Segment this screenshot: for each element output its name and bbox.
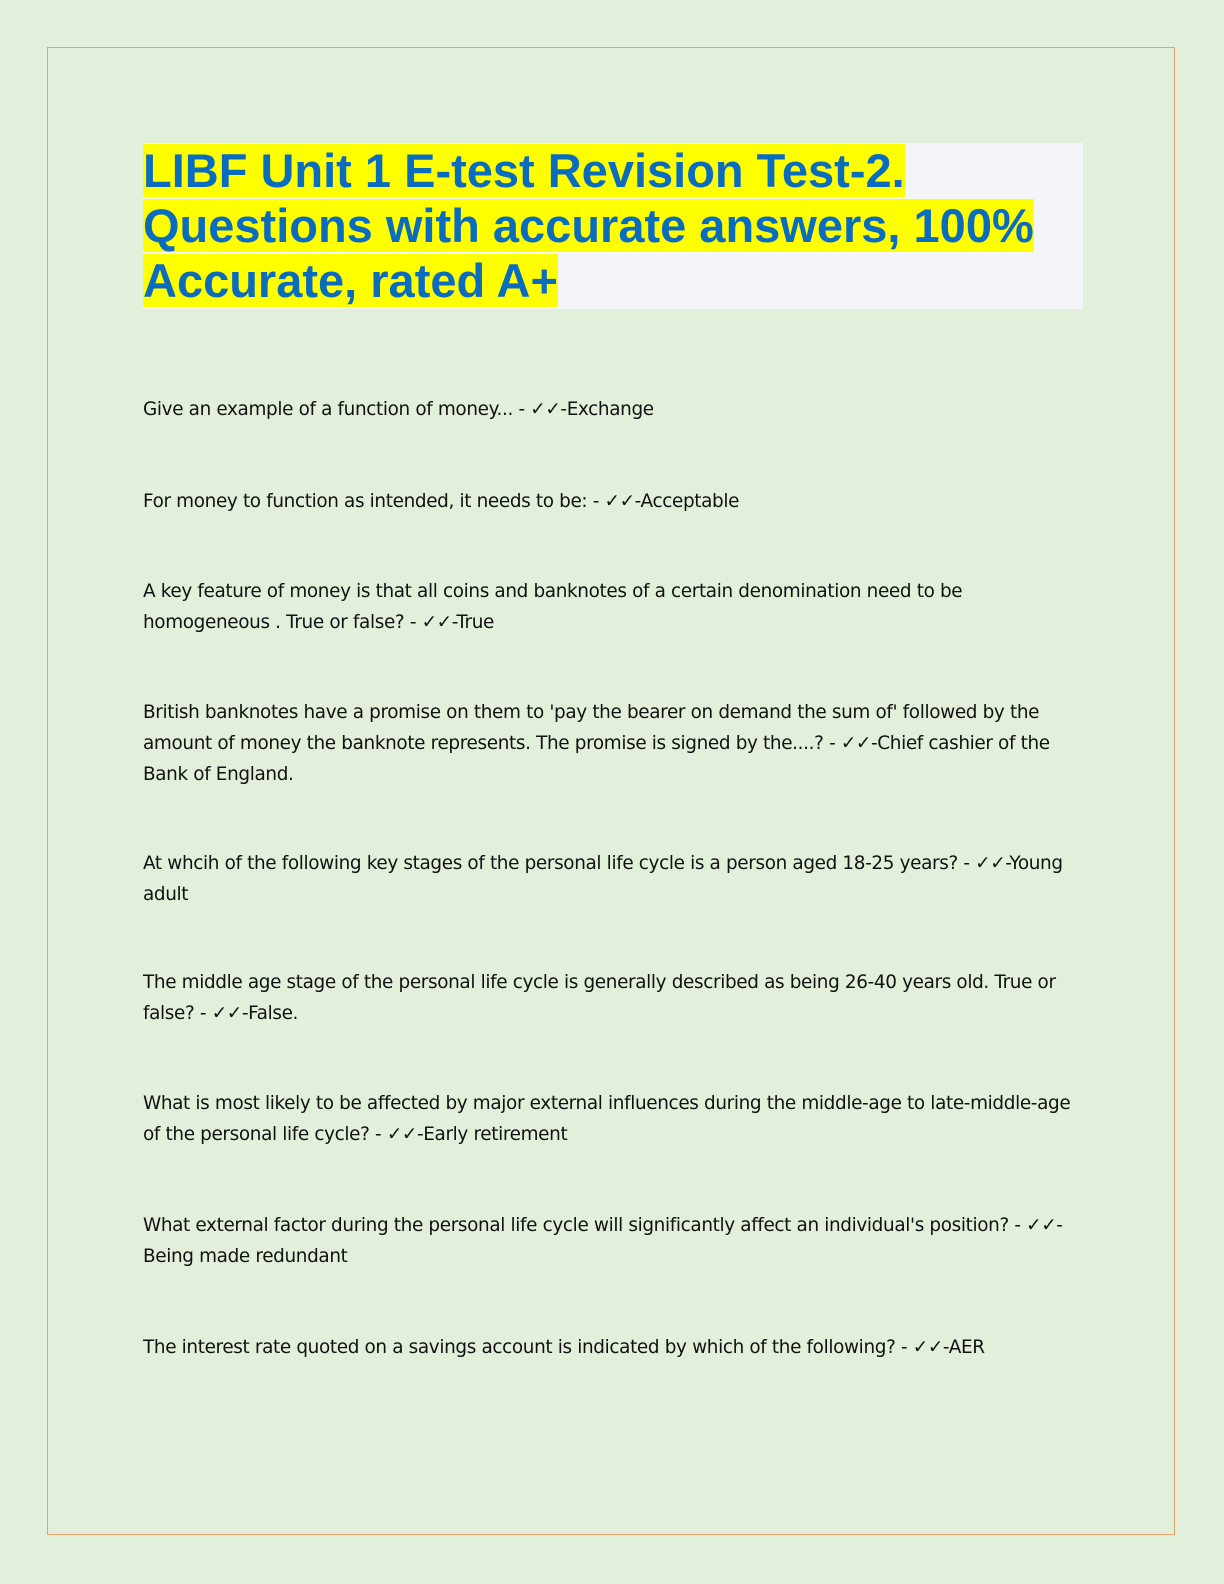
title-line: LIBF Unit 1 E-test Revision Test-2. <box>143 144 905 197</box>
double-check-icon: ✓✓ <box>912 1337 943 1358</box>
answer-text: -False. <box>241 1003 299 1024</box>
double-check-icon: ✓✓ <box>211 1003 242 1024</box>
qa-item <box>143 394 1083 425</box>
answer-text: -Exchange <box>560 399 654 420</box>
question-text: The interest rate quoted on a savings account is indicated by which of the following? - <box>143 1337 913 1358</box>
qa-item <box>143 697 1083 790</box>
double-check-icon: ✓✓ <box>530 399 561 420</box>
qa-item <box>143 1088 1083 1150</box>
double-check-icon: ✓✓ <box>1026 1215 1057 1236</box>
answer-text: -Being made redundant <box>143 1215 1063 1267</box>
question-text: What is most likely to be affected by major external influences during the middle-age to late-middle-age of the personal life cycle? - <box>143 1093 1071 1145</box>
title-line: Accurate, rated A+ <box>143 254 558 307</box>
title-line: Questions with accurate answers, 100% <box>143 199 1034 252</box>
qa-item <box>143 967 1083 1029</box>
answer-text: -AER <box>942 1337 985 1358</box>
question-text: At whcih of the following key stages of the personal life cycle is a person aged 18-25 years? - <box>143 853 976 874</box>
question-text: British banknotes have a promise on them to 'pay the bearer on demand the sum of' followed by the amount of money the banknote represents. The promise is signed by the....? - <box>143 702 1040 754</box>
question-text: What external factor during the personal life cycle will significantly affect an individual's position? - <box>143 1215 1027 1236</box>
question-text: The middle age stage of the personal life cycle is generally described as being 26-40 years old. True or false? - <box>143 972 1056 1024</box>
double-check-icon: ✓✓ <box>604 491 635 512</box>
double-check-icon: ✓✓ <box>975 853 1006 874</box>
qa-item <box>143 486 1083 517</box>
answer-text: -Chief cashier of the Bank of England. <box>143 733 1050 785</box>
answer-text: -True <box>451 612 495 633</box>
page-title <box>143 143 1083 308</box>
double-check-icon: ✓✓ <box>421 612 452 633</box>
qa-item <box>143 1210 1083 1272</box>
answer-text: -Acceptable <box>634 491 740 512</box>
question-text: A key feature of money is that all coins and banknotes of a certain denomination need to be homogeneous . True or false? - <box>143 581 963 633</box>
qa-item <box>143 1332 1083 1363</box>
title-block <box>143 143 1083 309</box>
qa-item <box>143 848 1083 910</box>
answer-text: -Early retirement <box>416 1124 568 1145</box>
double-check-icon: ✓✓ <box>840 733 871 754</box>
qa-item <box>143 576 1083 638</box>
answer-text: -Young adult <box>143 853 1063 905</box>
double-check-icon: ✓✓ <box>386 1124 417 1145</box>
question-text: For money to function as intended, it needs to be: - <box>143 491 605 512</box>
question-text: Give an example of a function of money... - <box>143 399 531 420</box>
